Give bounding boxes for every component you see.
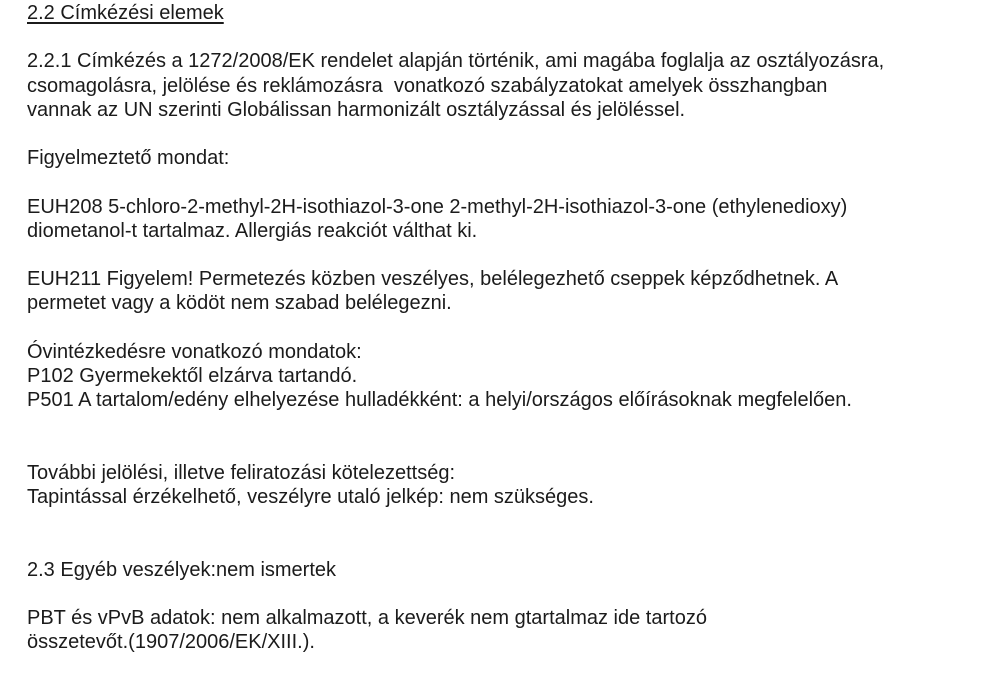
paragraph-pbt-vpvb: [27, 606, 980, 654]
text-line: Figyelmeztető mondat:: [27, 147, 230, 170]
text-line: Óvintézkedésre vonatkozó mondatok:: [27, 340, 362, 363]
text-line: 2.3 Egyéb veszélyek:nem ismertek: [27, 558, 337, 581]
paragraph-other-hazards-heading: [27, 558, 980, 582]
text-line: EUH211 Figyelem! Permetezés közben veszélyes, belélegezhető cseppek képződhetnek. A: [27, 268, 839, 291]
paragraph-labelling-regulation: [27, 49, 980, 122]
paragraph-precautionary-statements: [27, 340, 980, 413]
paragraph-additional-labelling: [27, 461, 980, 509]
paragraph-euh208: [27, 195, 980, 243]
text-line: P501 A tartalom/edény elhelyezése hulladékként: a helyi/országos előírásoknak megfelelően.: [27, 389, 852, 412]
text-line: összetevőt.(1907/2006/EK/XIII.).: [27, 631, 315, 654]
text-line: További jelölési, illetve feliratozási kötelezettség:: [27, 461, 455, 484]
text-line: P102 Gyermekektől elzárva tartandó.: [27, 364, 358, 387]
paragraph-warning-statement-label: [27, 146, 980, 170]
text-line: 2.2.1 Címkézés a 1272/2008/EK rendelet alapján történik, ami magába foglalja az osztályozásra,: [27, 50, 885, 73]
paragraph-euh211: [27, 267, 980, 315]
text-line: PBT és vPvB adatok: nem alkalmazott, a keverék nem gtartalmaz ide tartozó: [27, 606, 707, 629]
text-line: diometanol-t tartalmaz. Allergiás reakciót válthat ki.: [27, 219, 478, 242]
text-line: EUH208 5-chloro-2-methyl-2H-isothiazol-3-one 2-methyl-2H-isothiazol-3-one (ethylenedioxy): [27, 195, 848, 218]
text-line: permetet vagy a ködöt nem szabad belélegezni.: [27, 292, 452, 315]
text-line: Tapintással érzékelhető, veszélyre utaló jelkép: nem szükséges.: [27, 485, 594, 508]
text-line: csomagolásra, jelölése és reklámozásra vonatkozó szabályzatokat amelyek összhangban: [27, 74, 828, 97]
text-line: vannak az UN szerinti Globálissan harmonizált osztályzással és jelöléssel.: [27, 98, 686, 121]
section-heading-labelling-elements: 2.2 Címkézési elemek: [27, 2, 224, 24]
